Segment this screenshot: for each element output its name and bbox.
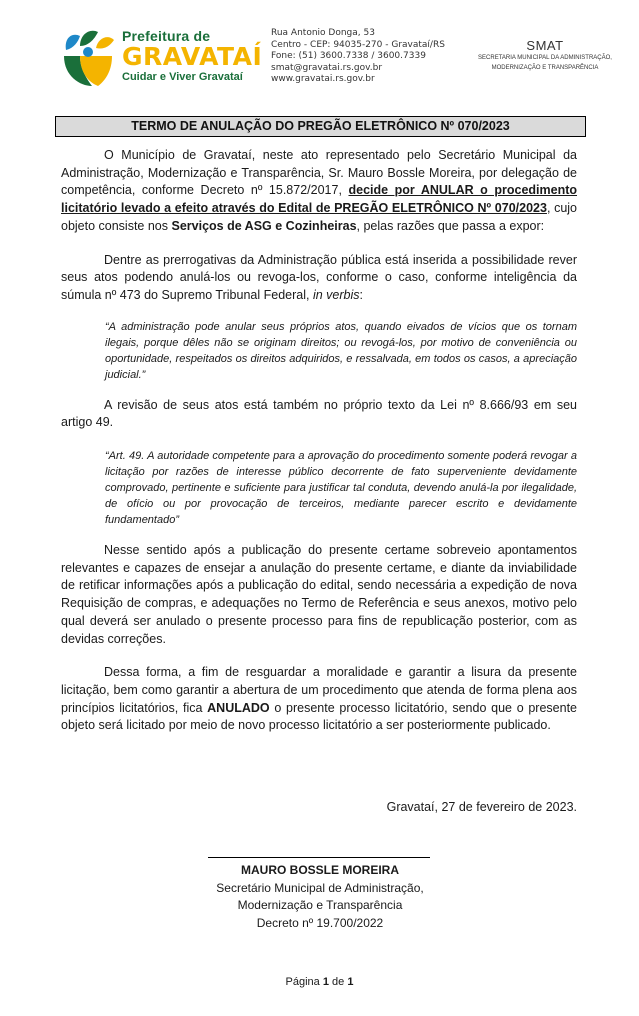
letterhead	[0, 0, 639, 110]
gravatai-logo-icon	[58, 28, 118, 88]
address-city: Centro - CEP: 94035-270 - Gravataí/RS	[271, 39, 445, 50]
quote-art49: “Art. 49. A autoridade competente para a aprovação do procedimento somente poderá revogar a licitação por razões de interesse público decorrente de fato superveniente devidamente comprovado, pertinente e suficiente para justificar tal conduta, devendo anulá-la por ilegalidade, de ofício ou por provocação de terceiros, mediante parecer escrito e devidamente fundamentado”	[105, 450, 577, 527]
address-phone: Fone: (51) 3600.7338 / 3600.7339	[271, 51, 426, 61]
signature-block	[160, 862, 480, 932]
paragraph-5	[61, 664, 577, 735]
signer-role-2: Modernização e Transparência	[237, 898, 403, 912]
logo-line3: Cuidar e Viver Gravataí	[122, 71, 243, 83]
page-word: Página	[285, 976, 320, 988]
p1-text-a: O Município de Gravataí, neste ato representado pelo Secretário Municipal da Administração, Modernização e Transparência, Sr. Mauro Bossle Moreira, por delegação de competência, conforme Decreto nº 15.872/2017,	[61, 148, 577, 198]
smat-sub1: SECRETARIA MUNICIPAL DA ADMINISTRAÇÃO,	[478, 55, 612, 61]
address-street: Rua Antonio Donga, 53	[271, 28, 375, 38]
p2-in-verbis: in verbis	[312, 287, 360, 302]
p2-text-a: Dentre as prerrogativas da Administração pública está inserida a possibilidade rever seus atos podendo anulá-los ou revoga-los, conforme o caso, conforme inteligência da súmula nº 473 do Supremo Tribunal Federal,	[61, 252, 577, 302]
of-word: de	[332, 976, 345, 988]
page-total: 1	[347, 976, 354, 988]
document-body	[61, 147, 577, 735]
p1-decision: decide por ANULAR o procedimento licitatório levado a efeito através do Edital de PREGÃO ELETRÔNICO Nº 070/2023	[61, 183, 578, 216]
document-title: TERMO DE ANULAÇÃO DO PREGÃO ELETRÔNICO Nº 070/2023	[55, 116, 586, 137]
address-website: www.gravatai.rs.gov.br	[271, 74, 375, 84]
smat-block	[470, 38, 620, 72]
paragraph-2	[61, 252, 577, 305]
page-number: 1	[322, 976, 329, 988]
p1-object: Serviços de ASG e Cozinheiras	[171, 218, 357, 233]
prefeitura-logo	[58, 26, 263, 90]
p2-text-c: :	[359, 287, 363, 302]
p5-text-a: Dessa forma, a fim de resguardar a moralidade e garantir a lisura da presente licitação, bem como garantir a abertura de um procedimento que atenda de forma plena aos princípios licitatórios, fica	[61, 665, 577, 715]
smat-sub2: MODERNIZAÇÃO E TRANSPARÊNCIA	[491, 64, 599, 71]
address-email: smat@gravatai.rs.gov.br	[271, 62, 383, 73]
signer-name: MAURO BOSSLE MOREIRA	[240, 863, 399, 877]
p5-anulado: ANULADO	[207, 700, 270, 715]
paragraph-3: A revisão de seus atos está também no próprio texto da Lei nº 8.666/93 em seu artigo 49.	[61, 397, 577, 430]
signer-role-1: Secretário Municipal de Administração,	[216, 880, 424, 895]
address-block	[271, 28, 445, 86]
p1-text-e: , pelas razões que passa a expor:	[356, 218, 545, 233]
paragraph-1	[61, 147, 577, 236]
p1-text-c: , cujo objeto consiste nos	[61, 201, 578, 233]
document-date: Gravataí, 27 de fevereiro de 2023.	[386, 800, 577, 814]
p5-text-c: o presente processo licitatório, sendo que o presente objeto será licitado por meio de novo processo licitatório a ser posteriormente publicado.	[61, 700, 578, 733]
signature-line	[208, 857, 430, 858]
page-footer	[0, 976, 639, 988]
smat-title: SMAT	[526, 38, 564, 53]
logo-line2: GRAVATAÍ	[122, 42, 263, 71]
paragraph-4: Nesse sentido após a publicação do presente certame sobreveio apontamentos relevantes e capazes de ensejar a anulação do presente certame, e diante da inviabilidade de retificar informações após a publicação do edital, sendo necessária a expedição de nova Requisição de compras, e adequações no Termo de Referência e seus anexos, motivo pelo qual deverá ser anulado o presente processo para fins de republicação posterior, com as devidas correções.	[61, 543, 577, 646]
logo-line1: Prefeitura de	[122, 28, 211, 44]
quote-sumula: “A administração pode anular seus próprios atos, quando eivados de vícios que os tornam ilegais, porque dêles não se originam direitos; ou revogá-los, por motivo de conveniência ou oportunidade, respeitados os direitos adquiridos, e ressalvada, em todos os casos, a apreciação judicial.”	[105, 320, 577, 381]
signer-decree: Decreto nº 19.700/2022	[256, 915, 384, 930]
